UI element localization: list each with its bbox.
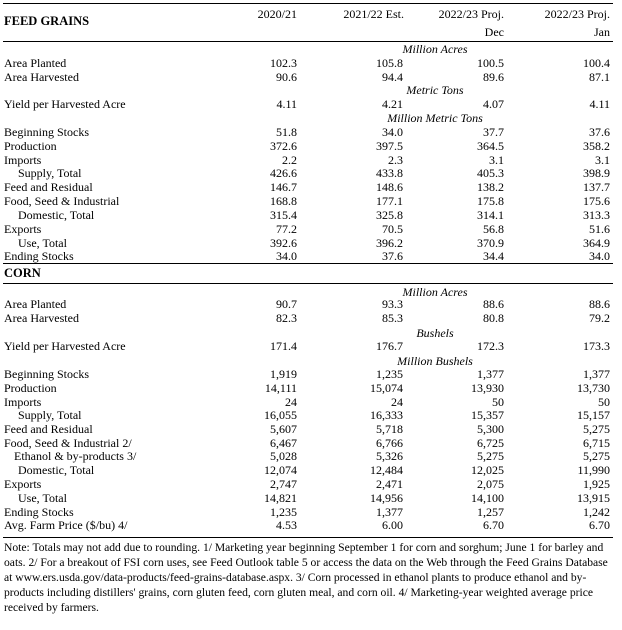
row-value: 315.4 (270, 208, 297, 222)
row-value: 102.3 (270, 56, 297, 70)
row-value: 15,357 (471, 408, 504, 422)
row-value: 80.8 (483, 311, 504, 325)
bottom-rule (3, 537, 613, 538)
row-value: 138.2 (477, 180, 504, 194)
row-value: 24 (391, 395, 403, 409)
row-value: 5,300 (477, 422, 504, 436)
row-value: 82.3 (276, 311, 297, 325)
row-value: 85.3 (382, 311, 403, 325)
row-value: 5,275 (583, 449, 610, 463)
row-value: 100.4 (583, 56, 610, 70)
row-value: 2.3 (388, 153, 403, 167)
row-value: 13,730 (577, 381, 610, 395)
row-value: 5,275 (583, 422, 610, 436)
row-value: 11,990 (577, 463, 610, 477)
row-value: 2,747 (270, 477, 297, 491)
row-label: Supply, Total (18, 408, 82, 422)
row-value: 358.2 (583, 139, 610, 153)
row-value: 90.6 (276, 70, 297, 84)
row-value: 1,925 (583, 477, 610, 491)
row-value: 372.6 (270, 139, 297, 153)
row-value: 14,111 (264, 381, 297, 395)
row-value: 6,715 (583, 436, 610, 450)
row-label: Area Harvested (4, 311, 79, 325)
row-value: 6.00 (382, 518, 403, 532)
col-header-2022-23-dec: 2022/23 Proj. (438, 7, 504, 21)
row-value: 1,235 (270, 505, 297, 519)
row-value: 6.70 (483, 518, 504, 532)
row-label: Yield per Harvested Acre (4, 339, 126, 353)
row-label: Beginning Stocks (4, 367, 90, 381)
row-value: 12,484 (370, 463, 403, 477)
row-value: 398.9 (583, 166, 610, 180)
row-value: 12,025 (471, 463, 504, 477)
corn-header-rule (3, 283, 613, 284)
row-value: 6.70 (589, 518, 610, 532)
row-value: 5,607 (270, 422, 297, 436)
row-value: 88.6 (589, 297, 610, 311)
row-value: 50 (598, 395, 610, 409)
row-value: 176.7 (376, 339, 403, 353)
row-value: 50 (492, 395, 504, 409)
row-value: 396.2 (376, 236, 403, 250)
row-value: 172.3 (477, 339, 504, 353)
row-value: 173.3 (583, 339, 610, 353)
row-value: 405.3 (477, 166, 504, 180)
unit-million-metric-tons: Million Metric Tons (387, 111, 483, 125)
unit-bushels: Bushels (416, 326, 454, 340)
row-label: Ethanol & by-products 3/ (14, 449, 137, 463)
row-label: Imports (4, 153, 42, 167)
row-value: 1,377 (583, 367, 610, 381)
row-label: Use, Total (18, 491, 67, 505)
row-value: 87.1 (589, 70, 610, 84)
row-value: 37.6 (589, 125, 610, 139)
row-label: Supply, Total (18, 166, 82, 180)
row-label: Imports (4, 395, 42, 409)
row-value: 34.4 (483, 249, 504, 263)
row-value: 397.5 (376, 139, 403, 153)
row-label: Area Planted (4, 297, 67, 311)
row-value: 168.8 (270, 194, 297, 208)
row-value: 24 (285, 395, 297, 409)
row-value: 370.9 (477, 236, 504, 250)
row-value: 90.7 (276, 297, 297, 311)
unit-million-bushels: Million Bushels (397, 354, 473, 368)
col-header-2020-21: 2020/21 (257, 7, 297, 21)
row-value: 4.07 (483, 97, 504, 111)
row-value: 14,956 (370, 491, 403, 505)
row-value: 313.3 (583, 208, 610, 222)
row-label: Domestic, Total (18, 463, 95, 477)
row-value: 77.2 (276, 222, 297, 236)
row-value: 426.6 (270, 166, 297, 180)
row-value: 5,326 (376, 449, 403, 463)
row-value: 6,725 (477, 436, 504, 450)
row-value: 4.21 (382, 97, 403, 111)
unit-corn-million-acres: Million Acres (402, 285, 468, 299)
row-value: 2,471 (376, 477, 403, 491)
row-value: 14,100 (471, 491, 504, 505)
row-value: 325.8 (376, 208, 403, 222)
col-header-2021-22: 2021/22 Est. (343, 7, 404, 21)
row-value: 175.6 (583, 194, 610, 208)
row-value: 51.6 (589, 222, 610, 236)
corn-section-rule (3, 263, 613, 264)
row-label: Food, Seed & Industrial 2/ (4, 436, 132, 450)
row-value: 1,377 (376, 505, 403, 519)
row-value: 88.6 (483, 297, 504, 311)
row-value: 137.7 (583, 180, 610, 194)
row-label: Production (4, 381, 57, 395)
row-value: 5,718 (376, 422, 403, 436)
row-value: 433.8 (376, 166, 403, 180)
row-value: 1,235 (376, 367, 403, 381)
row-value: 34.0 (276, 249, 297, 263)
row-value: 148.6 (376, 180, 403, 194)
col-header-dec: Dec (484, 25, 504, 39)
row-value: 3.1 (595, 153, 610, 167)
row-value: 6,467 (270, 436, 297, 450)
row-value: 34.0 (382, 125, 403, 139)
row-label: Food, Seed & Industrial (4, 194, 120, 208)
table-note: Note: Totals may not add due to rounding. 1/ Marketing year beginning September 1 for corn and sorghum; June 1 for barley and oats. 2/ For a breakout of FSI corn uses, see Feed Outlook table 5 or access the data on the Web through the Feed Grains Database at www.ers.usda.gov/data-products/feed-grains-database.aspx. 3/ Corn processed in ethanol plants to produce ethanol and by-products including distillers' grains, corn gluten feed, corn gluten meal, and corn oil. 4/ Marketing-year weighted average price received by farmers. (4, 541, 608, 614)
top-rule (3, 3, 613, 4)
row-label: Exports (4, 222, 42, 236)
row-value: 5,275 (477, 449, 504, 463)
row-value: 16,055 (264, 408, 297, 422)
row-label: Ending Stocks (4, 249, 74, 263)
row-value: 5,028 (270, 449, 297, 463)
row-value: 12,074 (264, 463, 297, 477)
row-value: 1,919 (270, 367, 297, 381)
row-value: 3.1 (489, 153, 504, 167)
row-label: Exports (4, 477, 42, 491)
row-value: 1,257 (477, 505, 504, 519)
row-value: 70.5 (382, 222, 403, 236)
row-label: Domestic, Total (18, 208, 95, 222)
row-value: 4.11 (589, 97, 610, 111)
row-label: Feed and Residual (4, 422, 93, 436)
col-header-2022-23-jan: 2022/23 Proj. (544, 7, 610, 21)
row-value: 14,821 (264, 491, 297, 505)
row-value: 89.6 (483, 70, 504, 84)
row-value: 105.8 (376, 56, 403, 70)
row-label: Area Planted (4, 56, 67, 70)
row-value: 4.53 (276, 518, 297, 532)
row-value: 16,333 (370, 408, 403, 422)
row-label: Ending Stocks (4, 505, 74, 519)
row-value: 51.8 (276, 125, 297, 139)
row-value: 37.6 (382, 249, 403, 263)
row-value: 79.2 (589, 311, 610, 325)
row-label: Feed and Residual (4, 180, 93, 194)
row-value: 1,242 (583, 505, 610, 519)
row-value: 13,930 (471, 381, 504, 395)
section-title-feed-grains: FEED GRAINS (4, 14, 90, 28)
row-label: Beginning Stocks (4, 125, 90, 139)
row-value: 100.5 (477, 56, 504, 70)
row-value: 15,157 (577, 408, 610, 422)
row-value: 15,074 (370, 381, 403, 395)
row-value: 13,915 (577, 491, 610, 505)
row-value: 2.2 (282, 153, 297, 167)
row-value: 4.11 (276, 97, 297, 111)
row-label: Use, Total (18, 236, 67, 250)
section-title-corn: CORN (4, 266, 41, 280)
row-value: 93.3 (382, 297, 403, 311)
row-value: 56.8 (483, 222, 504, 236)
row-value: 392.6 (270, 236, 297, 250)
row-value: 94.4 (382, 70, 403, 84)
row-label: Yield per Harvested Acre (4, 97, 126, 111)
row-value: 37.7 (483, 125, 504, 139)
row-label: Production (4, 139, 57, 153)
row-value: 34.0 (589, 249, 610, 263)
unit-metric-tons: Metric Tons (406, 83, 464, 97)
col-header-jan: Jan (594, 25, 610, 39)
row-value: 2,075 (477, 477, 504, 491)
row-value: 177.1 (376, 194, 403, 208)
row-value: 314.1 (477, 208, 504, 222)
row-label: Avg. Farm Price ($/bu) 4/ (4, 518, 128, 532)
row-value: 171.4 (270, 339, 297, 353)
row-value: 1,377 (477, 367, 504, 381)
row-value: 6,766 (376, 436, 403, 450)
row-value: 364.5 (477, 139, 504, 153)
row-value: 175.8 (477, 194, 504, 208)
row-value: 146.7 (270, 180, 297, 194)
row-value: 364.9 (583, 236, 610, 250)
row-label: Area Harvested (4, 70, 79, 84)
unit-million-acres: Million Acres (402, 42, 468, 56)
